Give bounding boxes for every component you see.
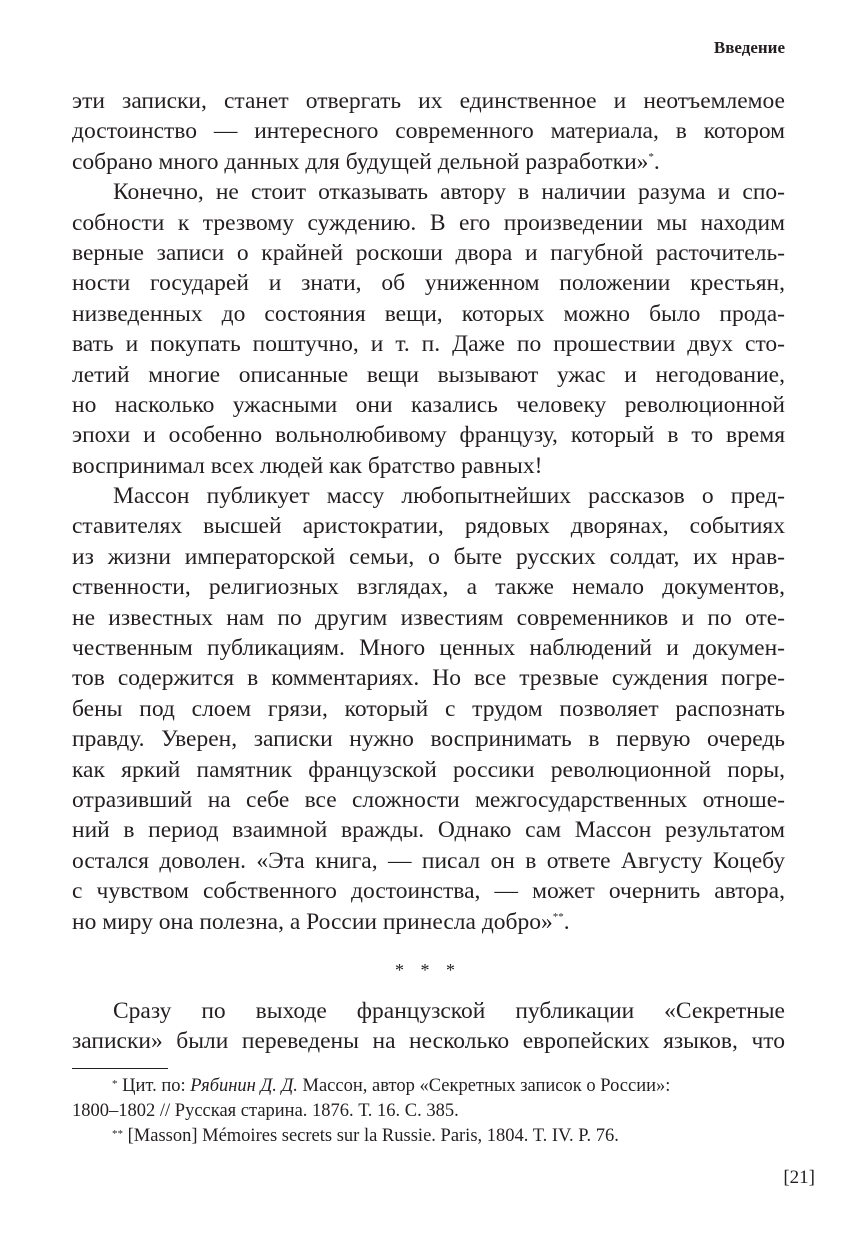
text-segment: записки» были переведены на несколько европейских языков, что [72,1028,785,1055]
text-segment: с чувством собственного достоинства, — может очернить автора, [72,878,785,905]
text-segment: из жизни императорской семьи, о быте русских солдат, их нрав- [72,543,785,570]
text-segment: эпохи и особенно вольнолюбивому французу, который в то время [72,422,785,449]
text-segment: верные записи о крайней роскоши двора и пагубной расточитель- [72,239,785,266]
text-segment: чественным публикациям. Много ценных наблюдений и докумен- [72,635,785,662]
text-segment: собности к трезвому суждению. В его произведении мы находим [72,209,785,236]
text-line [72,268,785,298]
text-line [72,815,785,845]
text-segment: Цит. по: [117,1076,191,1096]
footnote-marker: * [112,1078,118,1090]
text-segment: но насколько ужасными они казались человеку революционной [72,391,785,418]
text-segment: низведенных до состояния вещи, которых можно было прода- [72,300,785,327]
text-segment: ственности, религиозных взглядах, а также немало документов, [72,574,785,601]
text-line [72,1026,785,1056]
text-segment: 1800–1802 // Русская старина. 1876. Т. 16. С. 385. [72,1101,459,1121]
text-line [72,876,785,906]
running-header: Введение [713,38,785,57]
text-segment: бены под слоем грязи, который с трудом позволяет распознать [72,695,785,722]
text-line [72,511,785,541]
text-line [72,694,785,724]
page-number: [21] [783,1167,815,1188]
text-segment: правду. Уверен, записки нужно воспринимать в первую очередь [72,726,785,753]
text-line [72,481,785,511]
text-segment: [Masson] Mémoires secrets sur la Russie. Paris, 1804. T. IV. P. 76. [123,1126,619,1146]
text-line [72,177,785,207]
text-segment: Массон, автор «Секретных записок о России»: [297,1076,671,1096]
text-segment: ности государей и знати, об униженном положении крестьян, [72,270,785,297]
text-segment: . [563,908,570,935]
text-segment: Конечно, не стоит отказывать автору в наличии разума и спо- [113,179,785,206]
text-line [72,996,785,1026]
footnote-marker: ** [552,910,564,923]
text-segment: отразивший на себе все сложности межгосударственных отноше- [72,786,785,813]
main-text-continued [72,996,785,1057]
text-line [72,360,785,390]
text-line [72,755,785,785]
text-line [72,633,785,663]
footnote-line [72,1099,785,1124]
text-line [72,147,785,177]
text-segment: не известных нам по другим известиям современников и по оте- [72,604,785,631]
text-line [72,238,785,268]
text-segment: Рябинин Д. Д. [190,1076,298,1096]
text-segment: но миру она полезна, а России принесла добро» [72,908,553,935]
text-line [72,329,785,359]
text-line [72,572,785,602]
text-line [72,603,785,633]
text-line [72,299,785,329]
text-line [72,208,785,238]
text-line [72,390,785,420]
text-segment: собрано много данных для будущей дельной разработки» [72,148,649,175]
text-line [72,116,785,146]
text-segment: остался доволен. «Эта книга, — писал он в ответе Августу Коцебу [72,847,785,874]
footnote-line [72,1124,785,1149]
footnote-marker: * [648,150,654,163]
footnote-rule [72,1068,168,1069]
text-segment: как яркий памятник французской россики революционной поры, [72,756,785,783]
text-segment: вать и покупать поштучно, и т. п. Даже по прошествии двух сто- [72,331,785,358]
text-segment: ний в период взаимной вражды. Однако сам Массон результатом [72,817,785,844]
text-segment: тов содержится в комментариях. Но все трезвые суждения погре- [72,665,785,692]
text-segment: . [653,148,660,175]
text-segment: эти записки, станет отвергать их единственное и неотъемлемое [72,88,785,114]
section-separator: * * * [395,960,461,980]
footnotes [72,1074,785,1149]
text-line [72,846,785,876]
text-segment: Сразу по выходе французской публикации «Секретные [113,998,785,1024]
text-line [72,542,785,572]
text-segment: летий многие описанные вещи вызывают ужас и негодование, [72,361,785,388]
text-segment: воспринимал всех людей как братство равных! [72,452,543,479]
text-segment: Массон публикует массу любопытнейших рассказов о пред- [113,483,785,510]
text-segment: достоинство — интересного современного материала, в котором [72,118,785,145]
footnote-line [72,1074,785,1099]
text-line [72,86,785,116]
text-line [72,663,785,693]
text-line [72,785,785,815]
text-line [72,907,785,937]
text-line [72,724,785,754]
text-line [72,420,785,450]
text-line [72,451,785,481]
text-segment: ставителях высшей аристократии, рядовых дворянах, событиях [72,513,785,540]
main-text [72,86,785,937]
footnote-marker: ** [112,1128,123,1140]
